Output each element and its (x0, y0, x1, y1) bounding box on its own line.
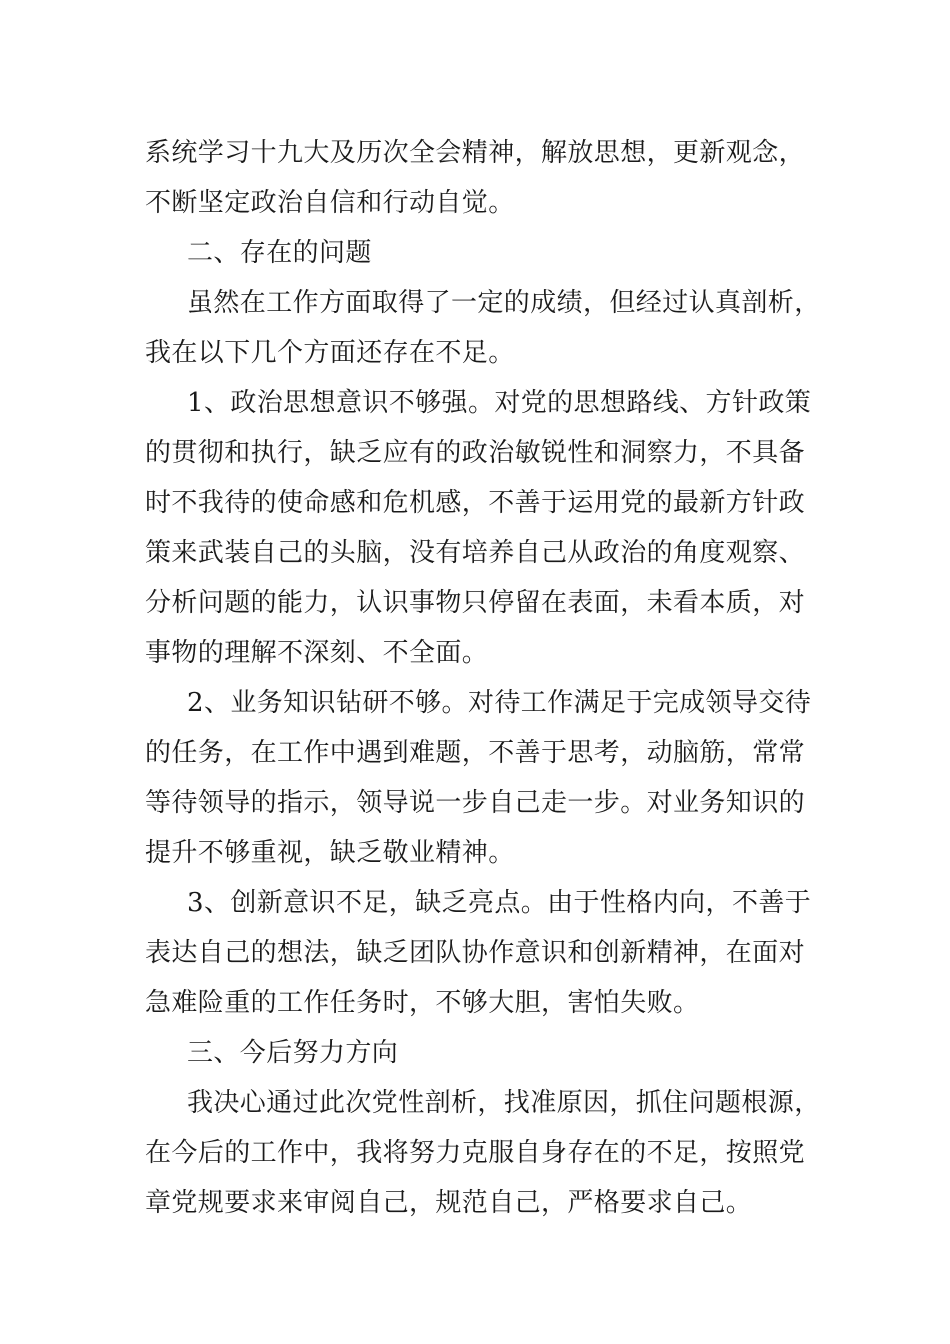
section-heading-direction: 三、今后努力方向 (187, 1038, 399, 1068)
list-item-1: 1、政治思想意识不够强。对党的思想路线、方针政策 (187, 388, 812, 418)
text-line: 表达自己的想法，缺乏团队协作意识和创新精神，在面对 (145, 938, 806, 968)
text-line: 不断坚定政治自信和行动自觉。 (145, 188, 515, 218)
section-heading-problems: 二、存在的问题 (187, 238, 372, 268)
text-line: 的任务，在工作中遇到难题，不善于思考，动脑筋，常常 (145, 738, 806, 768)
text-line: 系统学习十九大及历次全会精神，解放思想，更新观念， (145, 138, 806, 168)
text-line: 急难险重的工作任务时，不够大胆，害怕失败。 (145, 988, 700, 1018)
text-line: 的贯彻和执行，缺乏应有的政治敏锐性和洞察力，不具备 (145, 438, 806, 468)
text-line: 我决心通过此次党性剖析，找准原因，抓住问题根源， (187, 1088, 821, 1118)
text-line: 虽然在工作方面取得了一定的成绩，但经过认真剖析， (187, 288, 821, 318)
text-line: 分析问题的能力，认识事物只停留在表面，未看本质，对 (145, 588, 806, 618)
text-line: 我在以下几个方面还存在不足。 (145, 338, 515, 368)
list-item-2: 2、业务知识钻研不够。对待工作满足于完成领导交待 (187, 688, 812, 718)
document-body (145, 128, 821, 1228)
text-line: 时不我待的使命感和危机感，不善于运用党的最新方针政 (145, 488, 806, 518)
text-line: 策来武装自己的头脑，没有培养自己从政治的角度观察、 (145, 538, 806, 568)
list-item-3: 3、创新意识不足，缺乏亮点。由于性格内向，不善于 (187, 888, 812, 918)
text-line: 提升不够重视，缺乏敬业精神。 (145, 838, 515, 868)
text-line: 事物的理解不深刻、不全面。 (145, 638, 489, 668)
text-line: 等待领导的指示，领导说一步自己走一步。对业务知识的 (145, 788, 806, 818)
text-line: 在今后的工作中，我将努力克服自身存在的不足，按照党 (145, 1138, 806, 1168)
text-line: 章党规要求来审阅自己，规范自己，严格要求自己。 (145, 1188, 753, 1218)
